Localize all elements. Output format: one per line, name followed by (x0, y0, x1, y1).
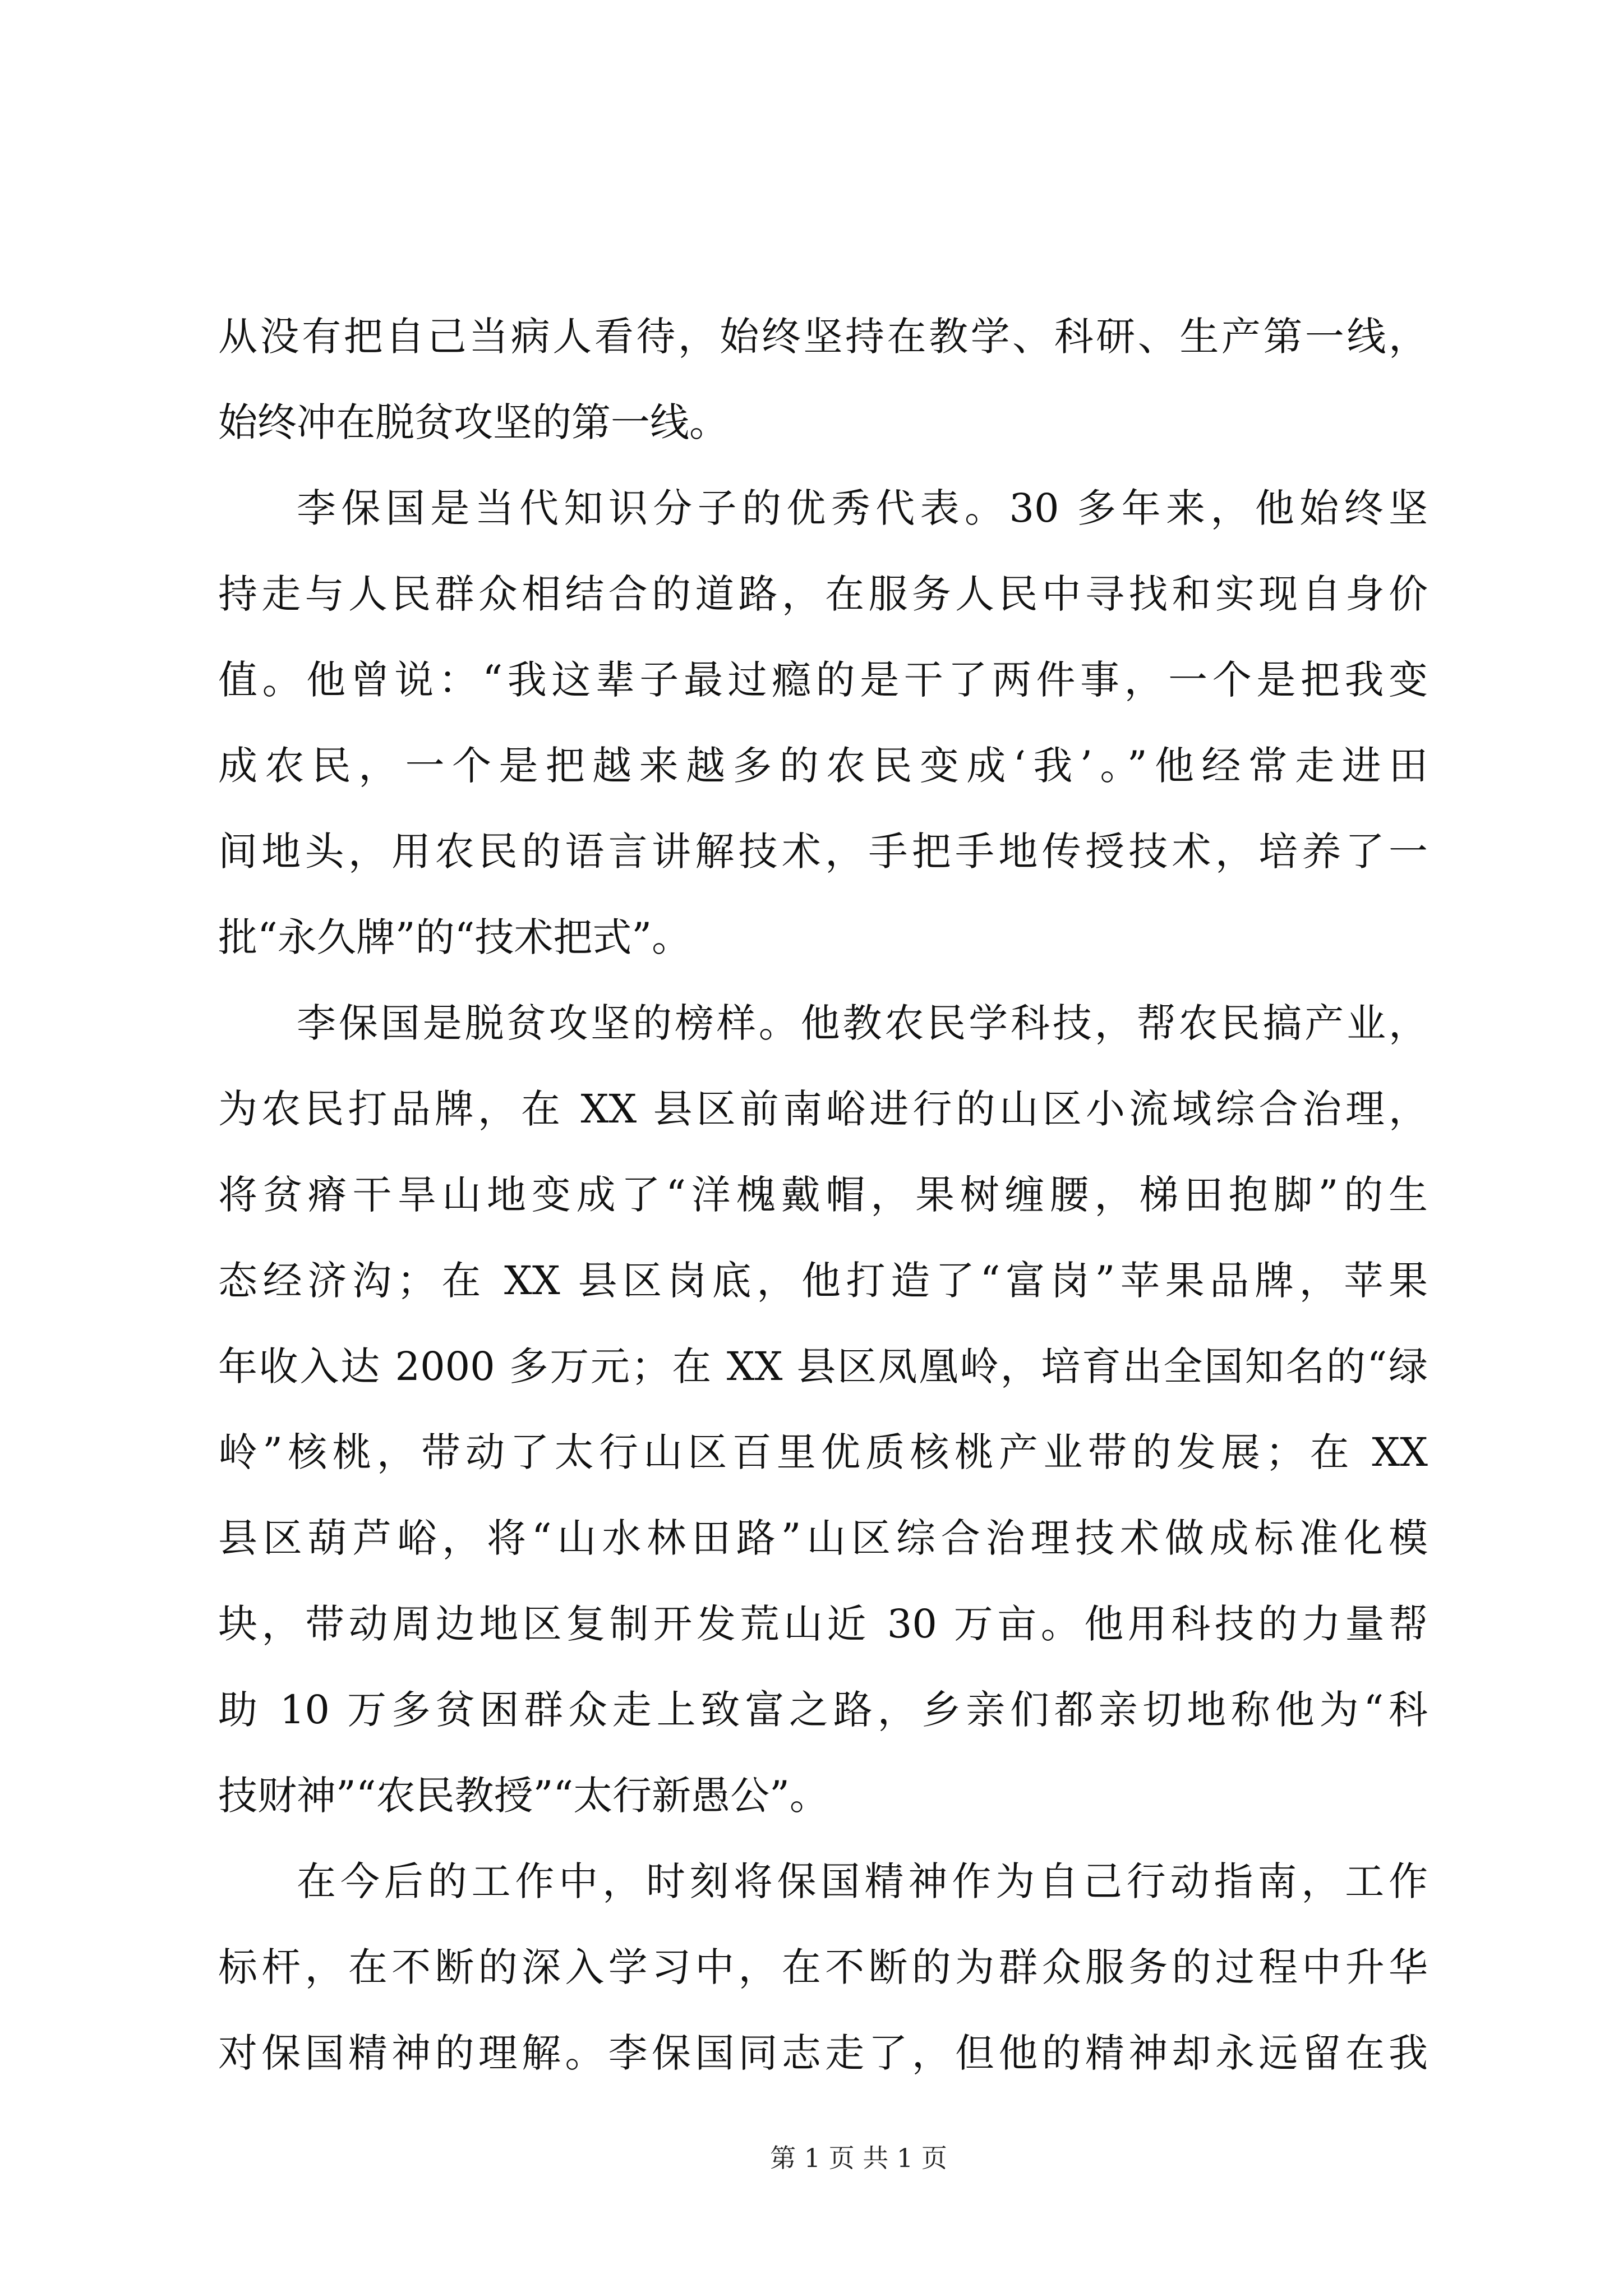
text-line: 将贫瘠干旱山地变成了“洋槐戴帽，果树缠腰，梯田抱脚”的生 (218, 1172, 1428, 1218)
text-line: 成农民，一个是把越来越多的农民变成‘我’。”他经常走进田 (218, 743, 1428, 789)
paragraph (218, 981, 1428, 1839)
paragraph (218, 1839, 1428, 2096)
text-line: 助 10 万多贫困群众走上致富之路，乡亲们都亲切地称他为“科 (218, 1687, 1428, 1733)
document-body (218, 294, 1428, 2096)
paragraph (218, 466, 1428, 981)
text-line: 对保国精神的理解。李保国同志走了，但他的精神却永远留在我 (218, 2030, 1428, 2076)
text-line: 技财神”“农民教授”“太行新愚公”。 (218, 1773, 829, 1819)
text-line: 持走与人民群众相结合的道路，在服务人民中寻找和实现自身价 (218, 571, 1428, 617)
text-line: 在今后的工作中，时刻将保国精神作为自己行动指南，工作 (297, 1858, 1428, 1904)
text-line: 标杆，在不断的深入学习中，在不断的为群众服务的过程中升华 (218, 1944, 1428, 1990)
text-line: 年收入达 2000 多万元；在 XX 县区凤凰岭，培育出全国知名的“绿 (218, 1343, 1428, 1389)
text-line: 块，带动周边地区复制开发荒山近 30 万亩。他用科技的力量帮 (218, 1601, 1428, 1647)
text-line: 李保国是脱贫攻坚的榜样。他教农民学科技，帮农民搞产业， (297, 1000, 1428, 1046)
text-line: 态经济沟；在 XX 县区岗底，他打造了“富岗”苹果品牌，苹果 (218, 1258, 1428, 1304)
text-line: 始终冲在脱贫攻坚的第一线。 (218, 399, 728, 445)
paragraph (218, 294, 1428, 466)
text-line: 值。他曾说：“我这辈子最过瘾的是干了两件事，一个是把我变 (218, 657, 1428, 703)
text-line: 李保国是当代知识分子的优秀代表。30 多年来，他始终坚 (297, 485, 1428, 531)
text-line: 岭”核桃，带动了太行山区百里优质核桃产业带的发展；在 XX (218, 1429, 1428, 1475)
page-footer-number: 第 1 页 共 1 页 (770, 2143, 947, 2173)
text-line: 批“永久牌”的“技术把式”。 (218, 914, 691, 960)
text-line: 间地头，用农民的语言讲解技术，手把手地传授技术，培养了一 (218, 829, 1428, 875)
text-line: 从没有把自己当病人看待，始终坚持在教学、科研、生产第一线， (218, 314, 1428, 360)
text-line: 为农民打品牌，在 XX 县区前南峪进行的山区小流域综合治理， (218, 1086, 1428, 1132)
text-line: 县区葫芦峪，将“山水林田路”山区综合治理技术做成标准化模 (218, 1515, 1428, 1561)
